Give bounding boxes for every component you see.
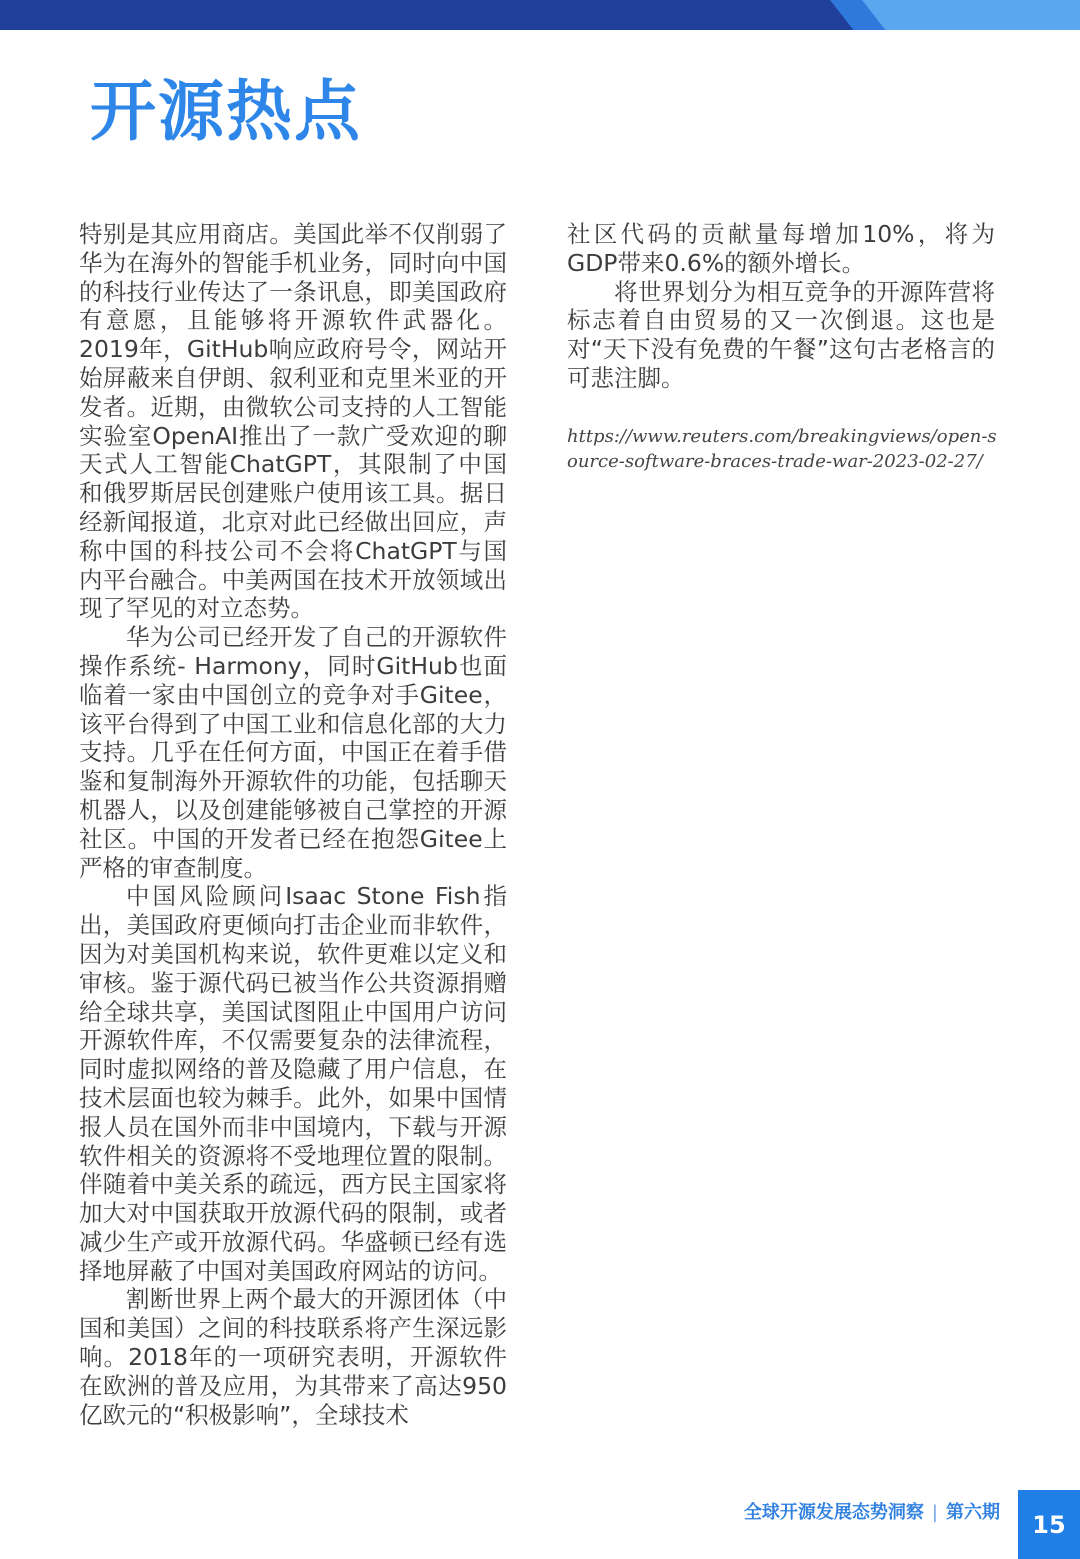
header-accent-stripe-light: [862, 0, 1080, 30]
paragraph: 中国风险顾问Isaac Stone Fish指出，美国政府更倾向打击企业而非软件，因为对美国机构来说，软件更难以定义和审核。鉴于源代码已被当作公共资源捐赠给全球共享，美国试图阻止中国用户访问开源软件库，不仅需要复杂的法律流程，同时虚拟网络的普及隐藏了用户信息，在技术层面也较为棘手。此外，如果中国情报人员在国外而非中国境内，下载与开源软件相关的资源将不受地理位置的限制。伴随着中美关系的疏远，西方民主国家将加大对中国获取开放源代码的限制，或者减少生产或开放源代码。华盛顿已经有选择地屏蔽了中国对美国政府网站的访问。: [79, 882, 507, 1285]
section-title: 开源热点: [90, 73, 362, 150]
paragraph: 华为公司已经开发了自己的开源软件操作系统- Harmony，同时GitHub也面临着一家由中国创立的竞争对手Gitee，该平台得到了中国工业和信息化部的大力支持。几乎在任何方面，中国正在着手借鉴和复制海外开源软件的功能，包括聊天机器人，以及创建能够被自己掌控的开源社区。中国的开发者已经在抱怨Gitee上严格的审查制度。: [79, 623, 507, 882]
page-number: 15: [1032, 1510, 1066, 1539]
footer-publication-info: [744, 1500, 1000, 1526]
paragraph: 将世界划分为相互竞争的开源阵营将标志着自由贸易的又一次倒退。这也是对“天下没有免费的午餐”这句古老格言的可悲注脚。: [567, 277, 995, 392]
publication-name: 全球开源发展态势洞察: [743, 1502, 924, 1523]
paragraph: 割断世界上两个最大的开源团体（中国和美国）之间的科技联系将产生深远影响。2018年的一项研究表明，开源软件在欧洲的普及应用，为其带来了高达950亿欧元的“积极影响”，全球技术: [79, 1285, 507, 1429]
source-url-link[interactable]: https://www.reuters.com/breakingviews/open-source-software-braces-trade-war-2023-02-27/: [567, 426, 997, 472]
issue-label: 第六期: [946, 1502, 1000, 1523]
page-number-badge: [1018, 1490, 1080, 1559]
article-column-left: [79, 220, 507, 1429]
footer-separator: |: [931, 1502, 938, 1523]
article-column-right: [567, 220, 995, 393]
paragraph: 社区代码的贡献量每增加10%，将为GDP带来0.6%的额外增长。: [567, 220, 995, 277]
top-header-band: [0, 0, 1080, 30]
paragraph: 特别是其应用商店。美国此举不仅削弱了华为在海外的智能手机业务，同时向中国的科技行业传达了一条讯息，即美国政府有意愿，且能够将开源软件武器化。2019年，GitHub响应政府号令，网站开始屏蔽来自伊朗、叙利亚和克里米亚的开发者。近期，由微软公司支持的人工智能实验室OpenAI推出了一款广受欢迎的聊天式人工智能ChatGPT，其限制了中国和俄罗斯居民创建账户使用该工具。据日经新闻报道，北京对此已经做出回应，声称中国的科技公司不会将ChatGPT与国内平台融合。中美两国在技术开放领域出现了罕见的对立态势。: [79, 220, 507, 623]
